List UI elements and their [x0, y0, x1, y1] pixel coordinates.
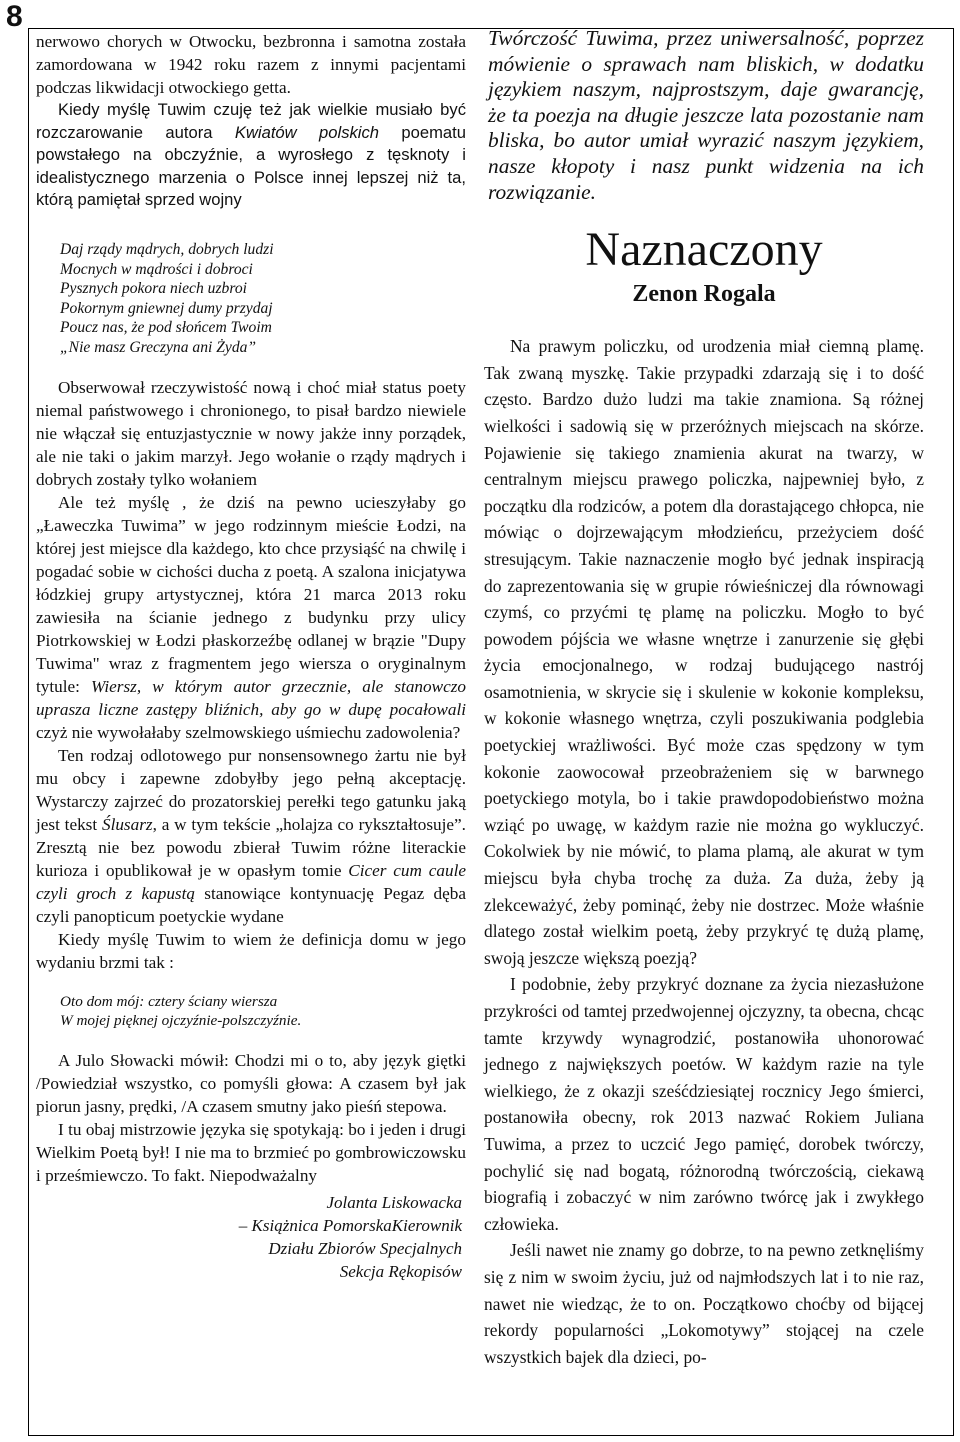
- left-para-6: Kiedy myślę Tuwim to wiem że definicja domu w jego wydaniu brzmi tak :: [36, 929, 466, 972]
- poem-excerpt-1: [60, 240, 466, 358]
- article-title: Naznaczony: [585, 223, 823, 277]
- poem-line: Daj rządy mądrych, dobrych ludzi: [60, 240, 274, 258]
- signature-line: Sekcja Rękopisów: [339, 1261, 462, 1281]
- left-para-5-title-2: Cicer cum caule czyli groch z kapustą: [36, 860, 466, 903]
- left-para-5-title-1: Ślusarz: [101, 814, 153, 834]
- article-author: Zenon Rogala: [632, 281, 776, 308]
- article-signature: [36, 1191, 466, 1283]
- left-para-7: A Julo Słowacki mówił: Chodzi mi o to, aby język giętki /Powiedział wszystko, co pomyśli głowa: A czasem był jak piorun jasny, prędki, /A czasem smutny jako pieśń stepowa.: [36, 1050, 466, 1116]
- left-para-5-text-b: , a w tym tekście „holajza co rykształtosuje”. Zresztą nie bez powodu zbierał Tuwim różne literackie kurioza i opublikował je w opasłym tomie: [36, 814, 466, 880]
- poem-line: Pysznych pokora niech uzbroi: [60, 280, 247, 298]
- page-number: 8: [6, 0, 23, 33]
- left-para-8: I tu obaj mistrzowie języka się spotykają: bo i jeden i drugi Wielkim Poetą był! I nie ma to brzmieć po gombrowiczowsku i prześmiewczo. To fakt. Niepodważalny: [36, 1119, 466, 1185]
- left-para-4: [36, 491, 466, 744]
- signature-line: Działu Zbiorów Specjalnych: [268, 1238, 462, 1258]
- left-para-4-title: Wiersz, w którym autor grzecznie, ale stanowczo uprasza liczne zastępy bliźnich, aby go w dupę pocałowali: [36, 676, 466, 719]
- right-para-1: Na prawym policzku, od urodzenia miał ciemną plamę. Tak zwaną myszkę. Takie przypadki zdarzają się i to dość często. Bardzo dużo ludzi ma takie znamiona. Są różnej wielkości i sadowią się w przeróżnych miejscach na skórze. Pojawienie się takiego znamienia akurat na twarzy, w centralnym miejscu prawego policzka, najpewniej było, z początku dla rodziców, a potem dla dorastającego chłopca, nie mówiąc o dojrzewającym młodzieńcu, przeżyciem dość stresującym. Takie naznaczenie mogło być jednak inspiracją do zaprezentowania się w grupie rówieśniczej dla równowagi czymś, co przyćmi tę plamę na policzku. Mogło to być powodem pójścia we własne wnętrze i zanurzenie się głębi życia emocjonalnego, w rodzaj budującego nastrój osamotnienia, w skrycie się i skulenie w kokonie kompleksu, w kokonie własnego wnętrza, czyli poszukiwania podglebia poetyckiej wrażliwości. Być może czas spędzony w tym kokonie zaowocował przeobrażeniem się w barwnego poetyckiego motyla, bo i takie prawdopodobieństwo można wziąć po uwagę, w każdym razie nie można go wykluczyć. Cokolwiek by nie mówić, to plama plamą, ale akurat w tym miejscu była chyba trochę za duża. Za duża, żeby ją zlekceważyć, żeby pominąć, żeby nie dostrzec. Może właśnie dlatego został wielkim poetą, żeby przykryć tę dużą plamę, swoją jeszcze większą poezją?: [484, 336, 924, 968]
- left-para-1: nerwowo chorych w Otwocku, bezbronna i samotna została zamordowana w 1942 roku razem z innymi pacjentami podczas likwidacji otwockiego getta.: [36, 32, 466, 97]
- right-para-3: Jeśli nawet nie znamy go dobrze, to na pewno zetknęliśmy się z nim w swoim życiu, już od najmłodszych lat i to nie raz, nawet nie wiedząc, że to on. Początkowo choćby od bijącej rekordy popularności „Lokomotywy” stojącej na czele wszystkich bajek dla dzieci, po-: [484, 1240, 924, 1367]
- left-para-4-text-a: Ale też myślę , że dziś na pewno ucieszyłaby go „Ławeczka Tuwima” w jego rodzinnym mieście Łodzi, na której jest miejsce dla każdego, kto chce przysiąść na chwilę i pogadać sobie w cichości ducha z poetą. A szalona inicjatywa łódzkiej grupy artystycznej, która 21 marca 2013 roku zawiesiła na ścianie jednego z budynku przy ulicy Piotrkowskiej w Łodzi płaskorzeźbę odlanej w brązie "Dupy Tuwima" wraz z fragmentem jego wiersza o oryginalnym tytule:: [36, 492, 466, 696]
- poem-line: Mocnych w mądrości i dobroci: [60, 260, 253, 278]
- left-para-2-text-a: Kiedy myślę Tuwim czuję też jak wielkie musiało być rozczarowanie autora: [36, 100, 466, 142]
- left-para-5-text-a: Ten rodzaj odlotowego pur nonsensownego żartu nie był mu obcy i zapewne zdobyłby jego pełną akceptację. Wystarczy zajrzeć do prozatorskiej perełki tego gatunku jaką jest tekst: [36, 745, 466, 834]
- signature-line: Jolanta Liskowacka: [326, 1192, 462, 1212]
- left-para-2-title: Kwiatów polskich: [234, 122, 380, 142]
- poem-line: Pokornym gniewnej dumy przydaj: [60, 299, 273, 317]
- poem-line: „Nie masz Greczyna ani Żyda”: [60, 338, 257, 356]
- right-para-2: I podobnie, żeby przykryć doznane za życia niezasłużone przykrości od tamtej przedwojennej ojczyzny, ta obecna, chcąc tamte krzywdy wynagrodzić, postanowiła uhonorować jednego z największych poetów. W każdym razie na tyle wielkiego, że z okazji sześćdziesiątej rocznicy Jego śmierci, postanowiła obecny, rok 2013 nazwać Rokiem Juliana Tuwima, a przez to uczcić Jego pamięć, dorobek twórczy, pochylić się nad bogatą, różnorodną twórczością, ciekawą biografią i zobaczyć w nim zarówno twórcę jak i zwykłego człowieka.: [484, 974, 924, 1234]
- left-para-5-text-c: stanowiące kontynuację Pegaz dęba czyli panopticum poetyckie wydane: [36, 883, 466, 926]
- left-para-3: Obserwował rzeczywistość nową i choć miał status poety niemal państwowego i chronionego, to pisał bardzo niewiele nie włączał się entuzjastycznie w nowy jakże inny porządek, ale nie taki o jakim marzył. Jego wołanie o rządy mądrych i dobrych zostały tylko wołaniem: [36, 377, 466, 489]
- left-para-5: [36, 744, 466, 928]
- right-column: [484, 26, 924, 1370]
- lead-paragraph: Twórczość Tuwima, przez uniwersalność, poprzez mówienie o sprawach nam bliskich, w dodatku językiem naszym, najprostszym, daje gwarancję, że ta poezja na długie jeszcze lata pozostanie nam bliska, bo autor umiał wyrazić naszym językiem, nasze kłopoty i nasz punkt widzenia na ich rozwiązanie.: [488, 26, 924, 204]
- poem-line: Oto dom mój: cztery ściany wiersza: [60, 992, 278, 1010]
- poem-line: W mojej pięknej ojczyźnie-polszczyźnie.: [60, 1012, 302, 1030]
- left-para-2-text-b: poematu powstałego na obczyźnie, a wyrosłego z tęsknoty i idealistycznego marzenia o Polsce innej lepszej niż ta, którą pamiętał sprzed wojny: [36, 122, 466, 210]
- left-para-2: [36, 99, 466, 212]
- poem-line: Poucz nas, że pod słońcem Twoim: [60, 319, 272, 337]
- left-column: [36, 30, 466, 1283]
- signature-line: – Książnica PomorskaKierownik: [238, 1215, 462, 1235]
- left-para-4-text-b: czyż nie wywołałaby szelmowskiego uśmiechu zadowolenia?: [36, 722, 461, 742]
- poem-excerpt-2: [60, 992, 466, 1031]
